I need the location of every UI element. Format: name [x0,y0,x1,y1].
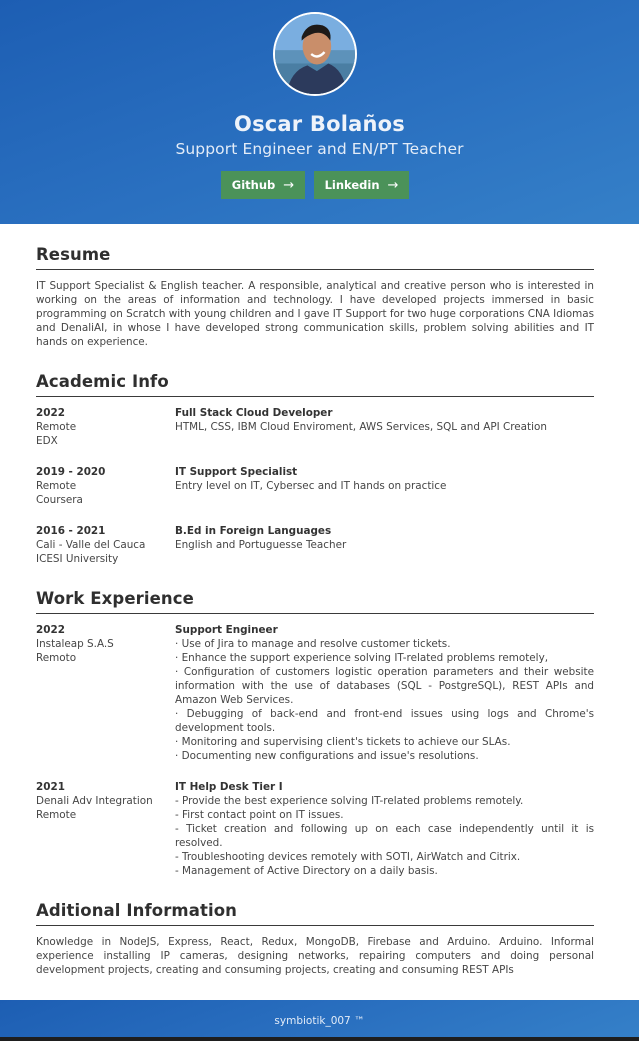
entry-year: 2022 [36,407,65,419]
linkedin-button[interactable] [314,171,409,199]
entry-location: Remote [36,809,77,821]
github-button-label: Github [231,178,276,192]
section-title: Aditional Information [36,901,594,926]
entry-year: 2021 [36,781,65,793]
footer [0,1000,639,1037]
entry-location: Remote [36,421,77,433]
duty-item: · Configuration of customers logistic operation parameters and their website information with the use of databases (SQL - PostgreSQL), REST APIs and Amazon Web Services. [175,666,594,706]
profile-name: Oscar Bolaños [234,112,405,136]
work-entry [36,623,594,763]
profile-subtitle: Support Engineer and EN/PT Teacher [175,140,464,158]
entry-location: Remoto [36,652,77,664]
duty-item: - First contact point on IT issues. [175,809,344,821]
entry-institution: ICESI University [36,553,119,565]
linkedin-button-label: Linkedin [324,178,380,192]
entry-company: Instaleap S.A.S [36,638,114,650]
entry-role: Support Engineer [175,624,278,636]
entry-year: 2016 - 2021 [36,525,106,537]
entry-description: HTML, CSS, IBM Cloud Enviroment, AWS Services, SQL and API Creation [175,421,547,433]
resume-section [36,245,594,349]
entry-institution: Coursera [36,494,83,506]
duty-item: · Debugging of back-end and front-end issues using logs and Chrome's development tools. [175,708,594,734]
duty-item: · Use of Jira to manage and resolve customer tickets. [175,638,451,650]
entry-role: IT Help Desk Tier I [175,781,283,793]
avatar [273,12,357,96]
section-title: Work Experience [36,589,594,614]
entry-year: 2019 - 2020 [36,466,106,478]
duty-item: - Management of Active Directory on a daily basis. [175,865,438,877]
work-entry [36,780,594,878]
duty-item: - Provide the best experience solving IT-related problems remotely. [175,795,524,807]
entry-year: 2022 [36,624,65,636]
profile-photo-icon [275,14,355,94]
additional-text: Knowledge in NodeJS, Express, React, Redux, MongoDB, Firebase and Arduino. Arduino. Informal experience installing IP cameras, designing networks, repairing computers and doing personal development projects, creating and consuming projects, creating and consuming REST APIs [36,936,594,976]
entry-degree: IT Support Specialist [175,466,298,478]
entry-degree: Full Stack Cloud Developer [175,407,333,419]
duty-item: - Troubleshooting devices remotely with SOTI, AirWatch and Citrix. [175,851,521,863]
duty-item: · Monitoring and supervising client's tickets to achieve our SLAs. [175,736,511,748]
entry-description: English and Portuguesse Teacher [175,539,347,551]
duty-item: · Enhance the support experience solving IT-related problems remotely, [175,652,549,664]
arrow-right-icon: → [387,177,399,193]
entry-description: Entry level on IT, Cybersec and IT hands on practice [175,480,447,492]
entry-institution: EDX [36,435,58,447]
duty-item: - Ticket creation and following up on each case independently until it is resolved. [175,823,594,849]
resume-text: IT Support Specialist & English teacher. A responsible, analytical and creative person who is interested in working on the areas of information and technology. I have developed projects immersed in basic programming on Scratch with young children and I gave IT Support for two huge corporations CNA Idiomas and DenaliAI, in whose I have developed strong communication skills, problem solving abilities and IT hands on experience. [36,280,594,348]
entry-location: Cali - Valle del Cauca [36,539,146,551]
profile-header [0,0,639,224]
academic-entry [36,406,594,448]
entry-company: Denali Adv Integration [36,795,153,807]
footer-text: symbiotik_007 ™ [274,1014,365,1027]
academic-section [36,372,594,566]
additional-section [36,901,594,977]
github-button[interactable] [221,171,305,199]
entry-degree: B.Ed in Foreign Languages [175,525,332,537]
entry-location: Remote [36,480,77,492]
work-section [36,589,594,878]
section-title: Resume [36,245,594,270]
duty-item: · Documenting new configurations and issue's resolutions. [175,750,479,762]
academic-entry [36,524,594,566]
academic-entry [36,465,594,507]
section-title: Academic Info [36,372,594,397]
arrow-right-icon: → [283,177,295,193]
bottom-strip [0,1037,639,1041]
